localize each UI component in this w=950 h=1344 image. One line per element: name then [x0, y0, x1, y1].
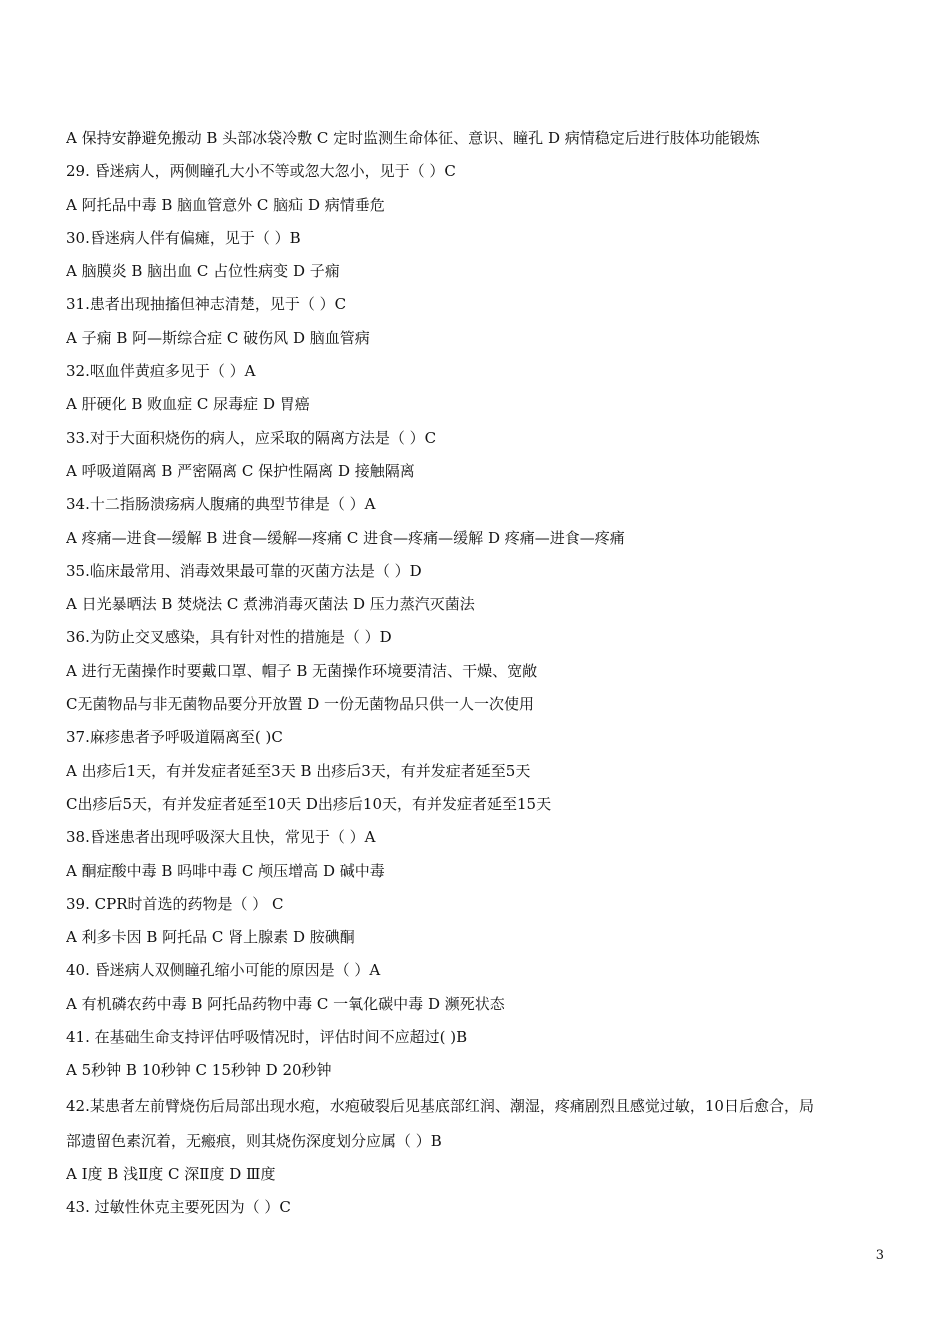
- options-34: A 疼痛—进食—缓解 B 进食—缓解—疼痛 C 进食—疼痛—缓解 D 疼痛—进食—疼痛: [66, 528, 625, 547]
- page-number: 3: [875, 1248, 884, 1263]
- question-32: 32.呕血伴黄疸多见于（ ）A: [66, 362, 256, 381]
- options-38: A 酮症酸中毒 B 吗啡中毒 C 颅压增高 D 碱中毒: [66, 861, 385, 880]
- options-37-a-b: A 出疹后1天，有并发症者延至3天 B 出疹后3天，有并发症者延至5天: [66, 761, 531, 780]
- text-line: A 保持安静避免搬动 B 头部冰袋冷敷 C 定时监测生命体征、意识、瞳孔 D 病情稳定后进行肢体功能锻炼: [66, 129, 760, 147]
- options-35: A 日光暴晒法 B 焚烧法 C 煮沸消毒灭菌法 D 压力蒸汽灭菌法: [66, 595, 475, 614]
- options-29: A 阿托品中毒 B 脑血管意外 C 脑疝 D 病情垂危: [66, 195, 385, 214]
- options-42: A Ⅰ度 B 浅Ⅱ度 C 深Ⅱ度 D Ⅲ度: [66, 1164, 276, 1183]
- question-35: 35.临床最常用、消毒效果最可靠的灭菌方法是（ ）D: [66, 561, 422, 580]
- question-41: 41. 在基础生命支持评估呼吸情况时，评估时间不应超过( )B: [66, 1028, 468, 1047]
- question-31: 31.患者出现抽搐但神志清楚，见于（ ）C: [66, 295, 347, 314]
- question-42-part-2: 部遗留色素沉着，无瘢痕，则其烧伤深度划分应属（ ）B: [66, 1131, 442, 1150]
- question-text-block: [66, 122, 896, 1225]
- options-36-a-b: A 进行无菌操作时要戴口罩、帽子 B 无菌操作环境要清洁、干燥、宽敞: [66, 661, 538, 680]
- options-39: A 利多卡因 B 阿托品 C 肾上腺素 D 胺碘酮: [66, 928, 355, 947]
- question-34: 34.十二指肠溃疡病人腹痛的典型节律是（ ）A: [66, 495, 376, 514]
- options-33: A 呼吸道隔离 B 严密隔离 C 保护性隔离 D 接触隔离: [66, 461, 415, 480]
- question-40: 40. 昏迷病人双侧瞳孔缩小可能的原因是（ ）A: [66, 961, 381, 980]
- options-32: A 肝硬化 B 败血症 C 尿毒症 D 胃癌: [66, 395, 310, 414]
- question-29: 29. 昏迷病人，两侧瞳孔大小不等或忽大忽小，见于（ ）C: [66, 162, 456, 181]
- options-30: A 脑膜炎 B 脑出血 C 占位性病变 D 子痫: [66, 262, 340, 281]
- question-33: 33.对于大面积烧伤的病人，应采取的隔离方法是（ ）C: [66, 428, 437, 447]
- question-42-part-1: 42.某患者左前臂烧伤后局部出现水疱，水疱破裂后见基底部红润、潮湿，疼痛剧烈且感觉过敏，10日后愈合，局: [66, 1096, 814, 1115]
- options-40: A 有机磷农药中毒 B 阿托品药物中毒 C 一氧化碳中毒 D 濒死状态: [66, 994, 505, 1013]
- options-31: A 子痫 B 阿—斯综合症 C 破伤风 D 脑血管病: [66, 328, 370, 347]
- options-41: A 5秒钟 B 10秒钟 C 15秒钟 D 20秒钟: [66, 1061, 332, 1080]
- question-36: 36.为防止交叉感染，具有针对性的措施是（ ）D: [66, 628, 392, 647]
- question-43: 43. 过敏性休克主要死因为（ ）C: [66, 1198, 291, 1217]
- question-39: 39. CPR时首选的药物是（ ） C: [66, 894, 284, 913]
- options-36-c-d: C无菌物品与非无菌物品要分开放置 D 一份无菌物品只供一人一次使用: [66, 695, 535, 714]
- question-37: 37.麻疹患者予呼吸道隔离至( )C: [66, 728, 283, 747]
- options-37-c-d: C出疹后5天，有并发症者延至10天 D出疹后10天，有并发症者延至15天: [66, 794, 552, 813]
- question-38: 38.昏迷患者出现呼吸深大且快，常见于（ ）A: [66, 828, 376, 847]
- question-30: 30.昏迷病人伴有偏瘫，见于（ ）B: [66, 228, 301, 247]
